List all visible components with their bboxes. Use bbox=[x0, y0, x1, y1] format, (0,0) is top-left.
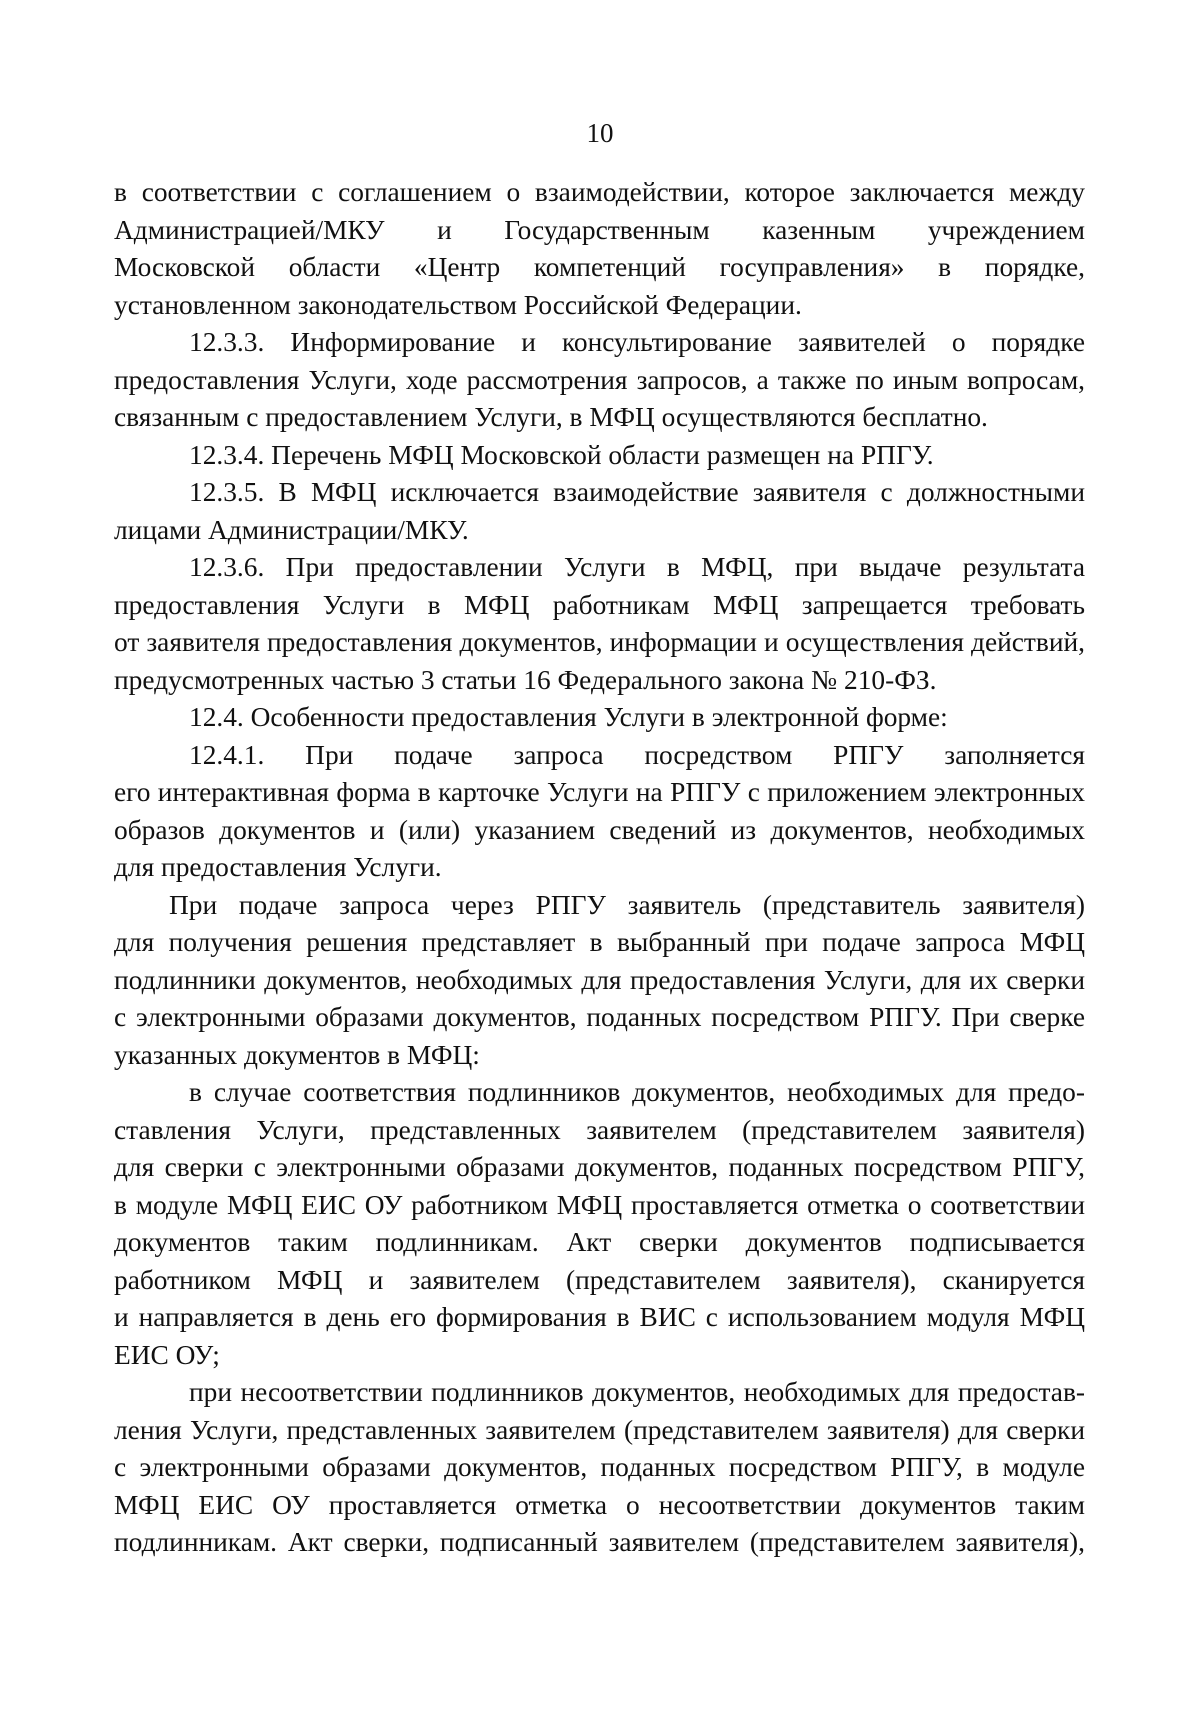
text-line: 12.4. Особенности предоставления Услуги в электронной форме: bbox=[189, 702, 948, 732]
text-line: лицами Администрации/МКУ. bbox=[114, 514, 469, 545]
text-line: работником МФЦ и заявителем (представителем заявителя), сканируется bbox=[114, 1264, 1085, 1295]
text-line: с электронными образами документов, поданных посредством РПГУ, в модуле bbox=[114, 1452, 1085, 1482]
text-line: подлинникам. Акт сверки, подписанный заявителем (представителем заявителя), bbox=[114, 1527, 1085, 1557]
text-line: При подаче запроса через РПГУ заявитель (представитель заявителя) bbox=[169, 889, 1085, 920]
text-line: ставления Услуги, представленных заявителем (представителем заявителя) bbox=[114, 1114, 1085, 1145]
text-line: для предоставления Услуги. bbox=[114, 852, 442, 882]
text-line: указанных документов в МФЦ: bbox=[114, 1039, 480, 1070]
text-line: установленном законодательством Российской Федерации. bbox=[114, 289, 802, 320]
text-line: его интерактивная форма в карточке Услуги на РПГУ с приложением электронных bbox=[114, 777, 1085, 807]
text-line: 12.3.6. При предоставлении Услуги в МФЦ, при выдаче результата bbox=[189, 552, 1085, 582]
text-line: Администрацией/МКУ и Государственным казенным учреждением bbox=[114, 214, 1085, 245]
page-number: 10 bbox=[586, 118, 614, 148]
text-line: документов таким подлинникам. Акт сверки документов подписывается bbox=[114, 1227, 1085, 1257]
text-line: для сверки с электронными образами документов, поданных посредством РПГУ, bbox=[114, 1152, 1085, 1182]
text-line: ЕИС ОУ; bbox=[114, 1339, 220, 1370]
text-line: образов документов и (или) указанием сведений из документов, необходимых bbox=[114, 814, 1085, 845]
text-line: от заявителя предоставления документов, информации и осуществления действий, bbox=[114, 627, 1085, 657]
document-body bbox=[114, 174, 1085, 1562]
text-line: предусмотренных частью 3 статьи 16 Федерального закона № 210-ФЗ. bbox=[114, 664, 937, 695]
text-line: и направляется в день его формирования в ВИС с использованием модуля МФЦ bbox=[114, 1302, 1085, 1332]
text-line: с электронными образами документов, поданных посредством РПГУ. При сверке bbox=[114, 1002, 1085, 1032]
text-line: 12.4.1. При подаче запроса посредством РПГУ заполняется bbox=[189, 739, 1085, 770]
text-line: МФЦ ЕИС ОУ проставляется отметка о несоответствии документов таким bbox=[114, 1489, 1085, 1520]
text-line: 12.3.4. Перечень МФЦ Московской области размещен на РПГУ. bbox=[189, 439, 934, 470]
text-line: в случае соответствия подлинников документов, необходимых для предо- bbox=[189, 1077, 1085, 1107]
text-line: при несоответствии подлинников документов, необходимых для предостав- bbox=[189, 1377, 1085, 1407]
text-line: ления Услуги, представленных заявителем (представителем заявителя) для сверки bbox=[114, 1414, 1085, 1445]
text-line: в модуле МФЦ ЕИС ОУ работником МФЦ проставляется отметка о соответствии bbox=[114, 1189, 1085, 1220]
text-line: для получения решения представляет в выбранный при подаче запроса МФЦ bbox=[114, 927, 1085, 957]
text-line: предоставления Услуги в МФЦ работникам МФЦ запрещается требовать bbox=[114, 589, 1085, 620]
text-line: 12.3.3. Информирование и консультирование заявителей о порядке bbox=[189, 327, 1085, 357]
text-line: подлинники документов, необходимых для предоставления Услуги, для их сверки bbox=[114, 964, 1085, 995]
text-line: связанным с предоставлением Услуги, в МФЦ осуществляются бесплатно. bbox=[114, 402, 988, 432]
text-line: Московской области «Центр компетенций госуправления» в порядке, bbox=[114, 252, 1085, 282]
text-line: 12.3.5. В МФЦ исключается взаимодействие заявителя с должностными bbox=[189, 477, 1085, 507]
text-line: в соответствии с соглашением о взаимодействии, которое заключается между bbox=[114, 177, 1085, 207]
text-line: предоставления Услуги, ходе рассмотрения запросов, а также по иным вопросам, bbox=[114, 364, 1085, 395]
